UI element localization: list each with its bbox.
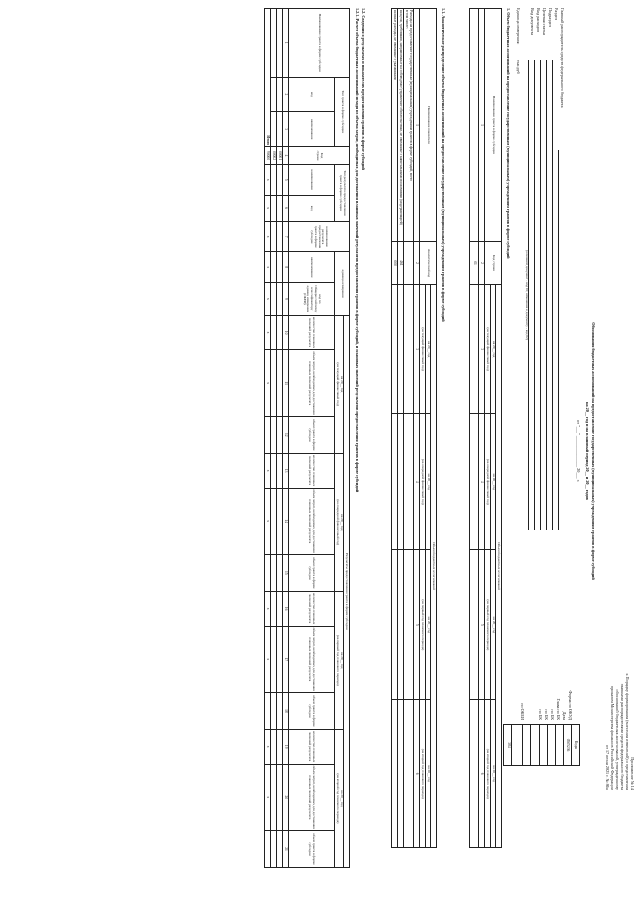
total-label: Итого <box>264 9 270 147</box>
row-code: 000 <box>392 242 398 285</box>
appendix-line: к Порядку формирования (внесения изменений) и представления <box>625 673 630 790</box>
table-row <box>270 9 276 868</box>
codes-okud-value: 0505236 <box>563 725 571 766</box>
codes-bk-label: Глава по БК <box>556 698 561 720</box>
appendix-line: обоснований бюджетных ассигнований, утвержденному <box>615 689 620 790</box>
unit-label: Единица измерения: <box>516 8 521 45</box>
column-number: 11 <box>282 350 288 416</box>
codes-bk-label: по БК <box>550 709 555 720</box>
row-code: 00002 <box>270 147 276 165</box>
column-number: 9 <box>282 283 288 316</box>
total-row: Итого 90000 x x x x x x x x x x x x x <box>264 9 270 868</box>
codes-date-label: Дата <box>562 711 567 720</box>
column-number: 1 <box>282 9 288 78</box>
section-subtitle: 1.2.1. Расчет объема бюджетных ассигнований исходя из объема затрат, необходимых для достижения плановых значений результатов предоставления грантов в форме субсидий, и плановых значений результатов предоставления грантов в форме субсидий <box>355 8 360 493</box>
column-number: 13 <box>282 453 288 488</box>
codes-date-value <box>555 725 563 766</box>
section-title: 1.1. Аналитическое распределение объема бюджетных ассигнований на предоставление государственным (муниципальным) учреждениям грантов в форме субсидий <box>441 8 446 322</box>
column-number: 16 <box>282 591 288 626</box>
table-s11: Наименование показателя Аналитический код Объем бюджетных ассигнований на 20__ год на 20__ год на 20__ год на 20__ год (на текущий финансовый год) (на очередной финансовый год) (на первый год планового периода) (на второй год планового периода) 1 2 3 4 5 6 Расходы на предоставление государственным (муниципальным) учреждениям грантов в форме субсидий, всего в том числе: на цели, требования, направленные на соблюдение/управление обязательствам, не связанные с капитальными вложениями (модернизацией) 461 на иные расходы, не связанные с указанными 000 <box>391 8 437 848</box>
appendix-line: от 17 июня 2021 г. № 86н <box>605 745 610 790</box>
row-code: 01 <box>469 242 478 285</box>
codes-bk-label: по БК <box>538 709 543 720</box>
section-title: 1.2. Сведения о результатах и показателях предоставления грантов в форме субсидий <box>361 8 366 170</box>
column-number: 4 <box>282 147 288 165</box>
column-number: 19 <box>282 729 288 764</box>
row-code: 461 <box>397 242 403 285</box>
column-number: 15 <box>282 554 288 591</box>
codes-head: Коды <box>571 725 579 766</box>
column-number: 7 <box>282 221 288 252</box>
table-s12: Наименование гранта в форме субсидии Тип гранта в форме субсидии Код строки Тип результата предоставления гранта в форме субсидии наименование результата предоставления гранта в форме субсидии единица измерения Результаты предоставления гранта в форме субсидии на 20__ год (на текущий финансовый год) на 20__ год (на очередной финансовый год) на 20__ год (на первый год планового периода) на 20__ год (на второй год планового периода) код наименование наименование код наименование код по Общероссийскому классификатору единиц измерения (ОКЕИ) количество плановых значений результата объем затрат, необходимых для достижения плановых значений результата объем гранта в форме субсидии количество плановых значений результата объем затрат, необходимых для достижения плановых значений результата объем гранта в форме субсидии количество плановых значений результата объем затрат, необходимых для достижения плановых значений результата объем гранта в форме субсидии количество плановых значений результата объем затрат, необходимых для достижения плановых значений результата объем гранта в форме субсидии 1 2 3 4 5 6 7 8 9 10 11 12 13 14 15 16 17 18 19 20 21 00001 00002 Итого 90000 x x x x x x x x x x x x x <box>264 8 350 868</box>
unit-value: тыс.руб <box>516 60 521 74</box>
codes-table <box>503 724 580 766</box>
codes-okei-label: по ОКЕИ <box>520 703 525 720</box>
column-number: 6 <box>282 195 288 221</box>
column-number: 21 <box>282 830 288 867</box>
row-label: Расходы на предоставление государственным (муниципальным) учреждениям грантов в форме субсидий, всего в том числе: <box>403 9 413 242</box>
document-date: от "___" _______________ 20___ г. <box>576 420 581 482</box>
column-number: 2 <box>282 77 288 112</box>
field-label: Главный распорядитель средств федерального бюджета <box>560 8 565 108</box>
column-number: 5 <box>282 164 288 195</box>
column-numbers-row <box>282 9 288 868</box>
table-row <box>276 9 282 868</box>
field-hint: (основной документ - код 01; изменение к документу - код 02) <box>525 250 529 340</box>
document-subtitle: на 20__ год и на плановый период 20__ и 20__ годов <box>585 402 590 500</box>
document-title: Обоснования бюджетных ассигнований на предоставление государственных (муниципальных) учреждениям грантов в форме субсидий <box>591 322 596 580</box>
appendix-line: главными распорядителями средств федерального бюджета <box>620 683 625 790</box>
appendix-number: Приложение № 14 <box>630 757 635 790</box>
field-label: Целевая статья <box>542 8 547 35</box>
column-number: 14 <box>282 488 288 554</box>
column-number: 3 <box>282 112 288 147</box>
column-number: 20 <box>282 764 288 830</box>
codes-bk-label: по БК <box>544 709 549 720</box>
codes-okei-value: 384 <box>504 725 512 766</box>
appendix-line: приказом Министерства финансов Российской Федерации <box>610 685 615 790</box>
row-label: на иные расходы, не связанные с указанными <box>392 9 398 242</box>
column-number: 8 <box>282 252 288 283</box>
row-code: 00001 <box>276 147 282 165</box>
table-s1: Наименование гранта в форме субсидии Код строки Объем бюджетных ассигнований на 20__ год на 20__ год на 20__ год на 20__ год (на текущий финансовый год) (на очередной финансовый год) (на первый год планового периода) (на второй год планового периода) 1 2 3 4 5 6 01 <box>469 8 502 848</box>
field-label: Подраздел <box>548 8 553 27</box>
field-label: Вид документа <box>530 8 535 35</box>
row-label: на цели, требования, направленные на соблюдение/управление обязательствам, не связанные с капитальными вложениями (модернизацией) <box>397 9 403 242</box>
codes-okud-label: Форма по ОКУД <box>568 690 573 720</box>
row-code: 90000 <box>264 147 270 165</box>
column-number: 12 <box>282 416 288 453</box>
section-title: 1. Объем бюджетных ассигнований на предоставление государственным (муниципальным) учреждениям грантов в форме субсидий <box>506 8 511 259</box>
field-label: Раздел <box>554 8 559 20</box>
column-number: 10 <box>282 315 288 350</box>
field-label: Вид расходов <box>536 8 541 33</box>
column-number: 17 <box>282 626 288 692</box>
column-number: 18 <box>282 692 288 729</box>
